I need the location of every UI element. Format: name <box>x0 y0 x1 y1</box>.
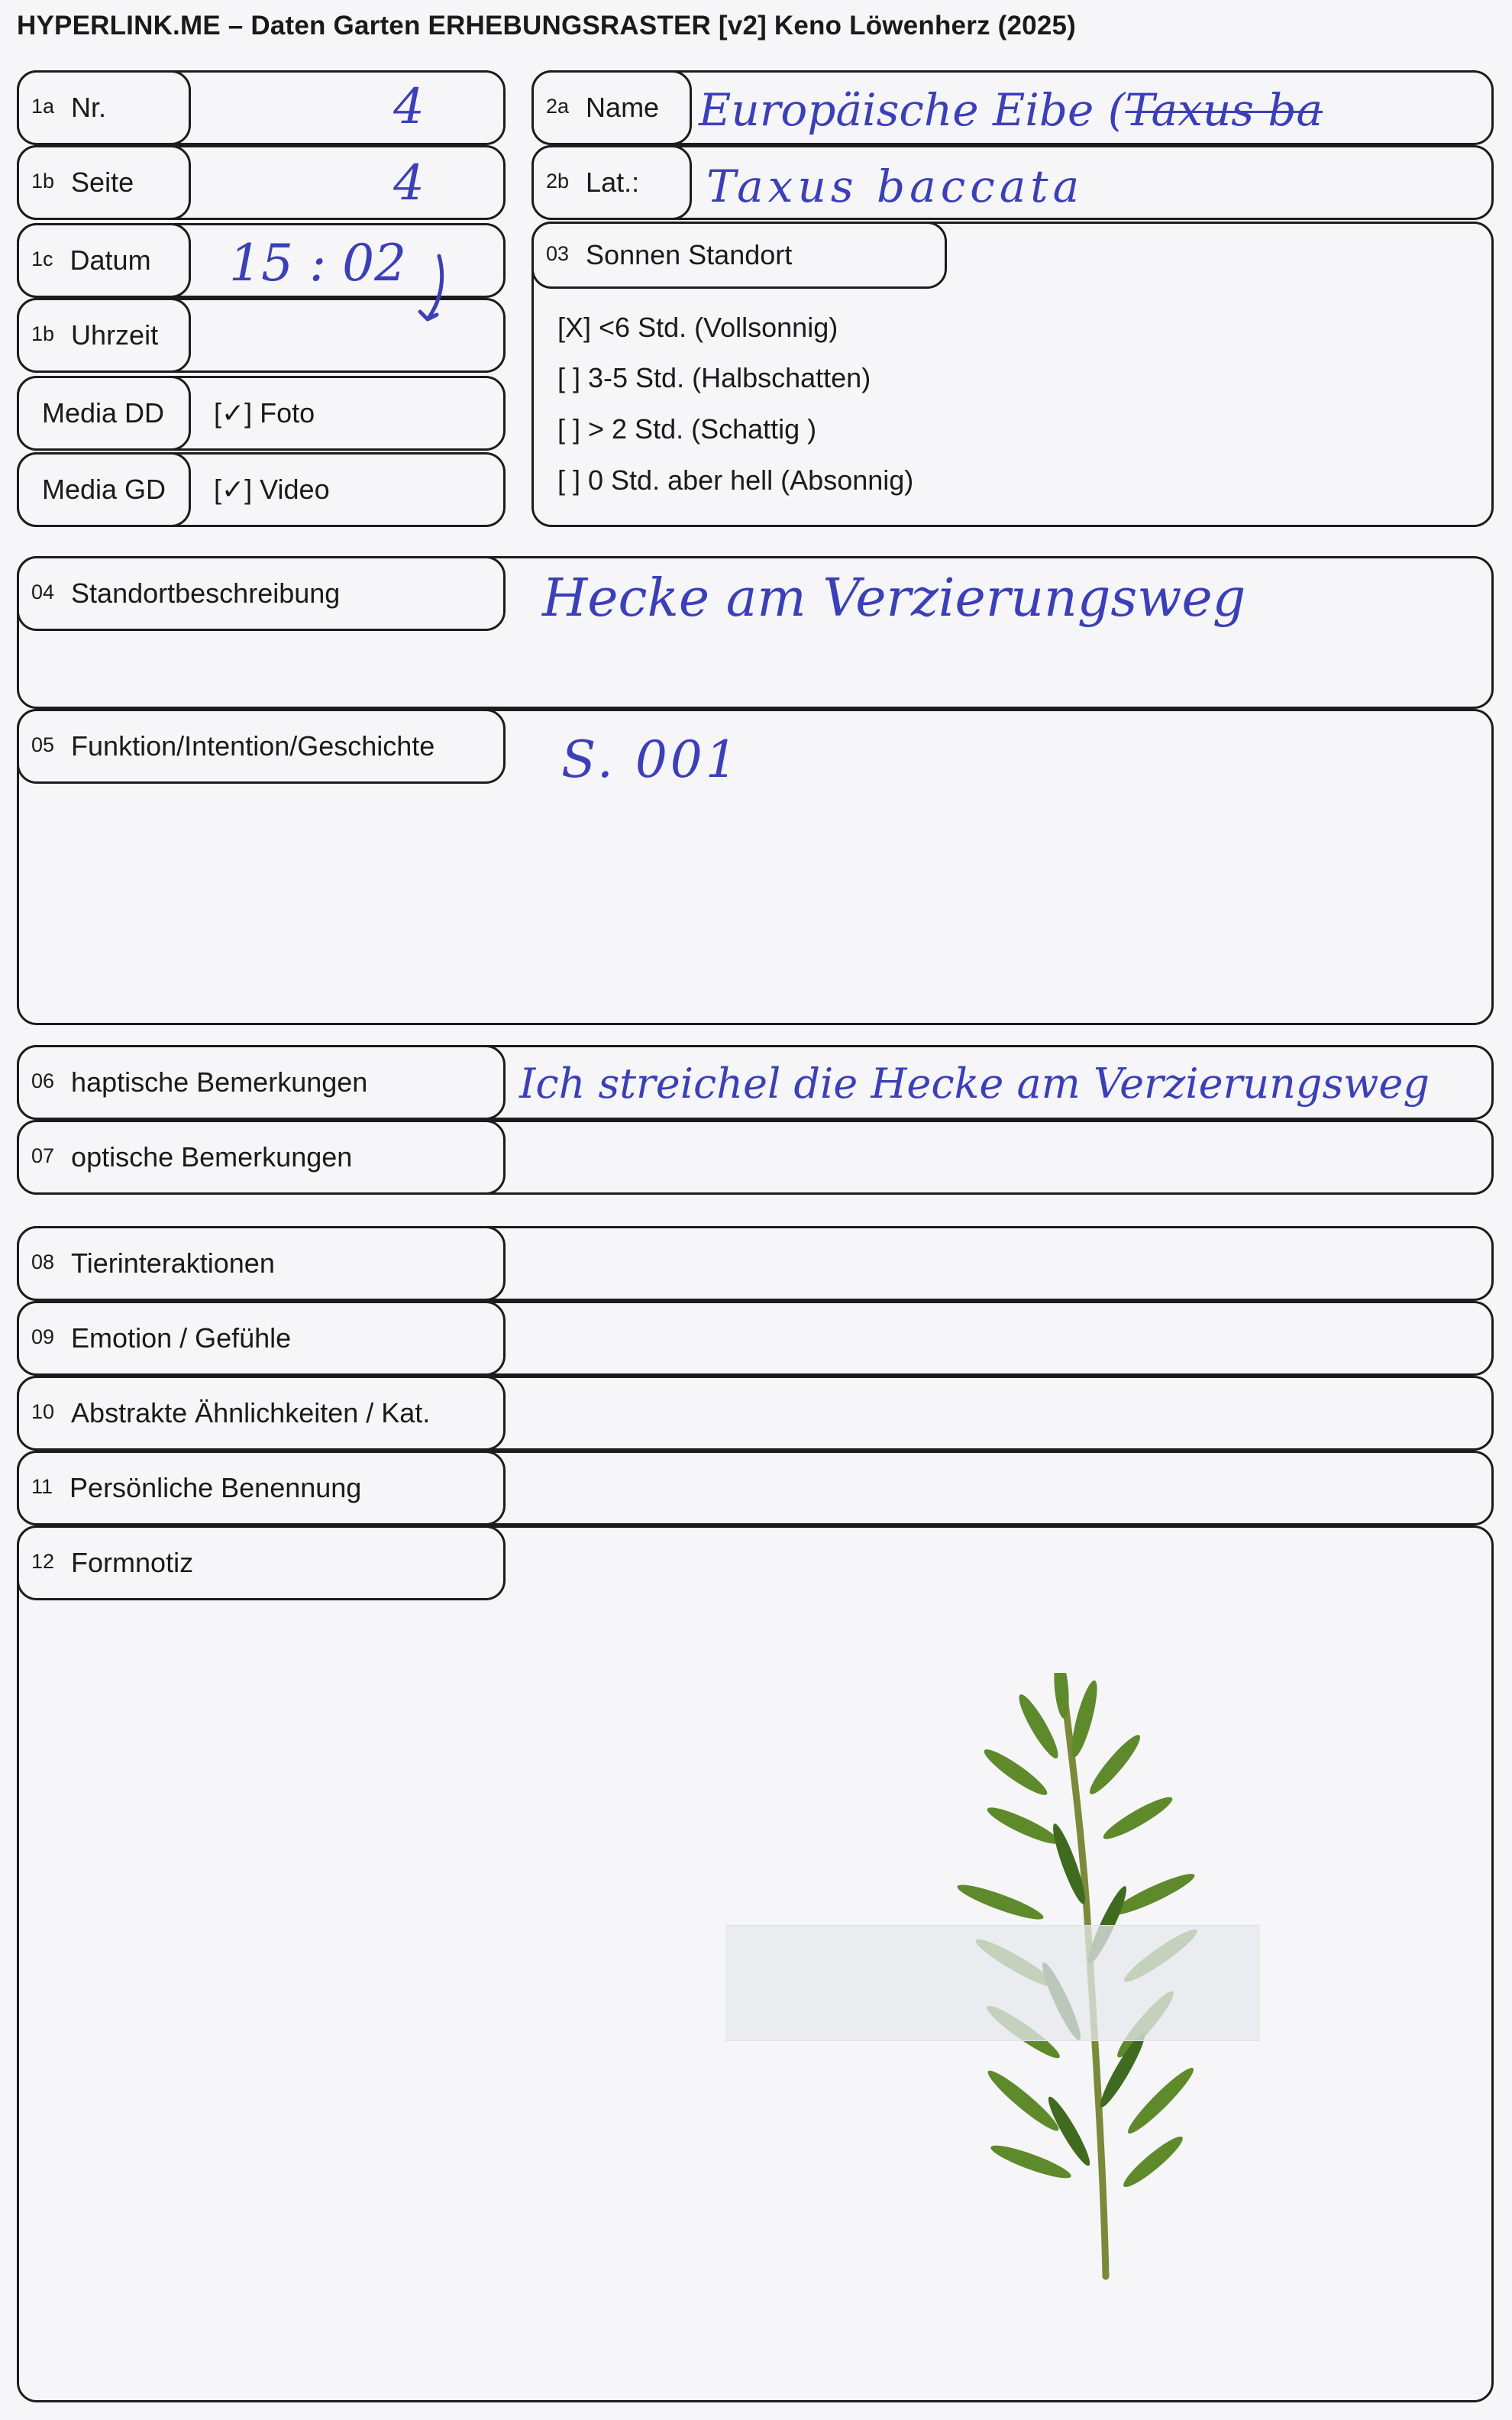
tier-label <box>17 1226 506 1301</box>
media-gd-label <box>17 452 191 527</box>
formnotiz-label-text: Formnotiz <box>71 1547 194 1578</box>
uhrzeit-label-text: Uhrzeit <box>71 319 159 351</box>
media-dd-label <box>17 376 191 451</box>
seite-value: 4 <box>393 155 425 212</box>
optisch-label-text: optische Bemerkungen <box>71 1141 353 1173</box>
abstrakt-label-text: Abstrakte Ähnlichkeiten / Kat. <box>71 1397 431 1428</box>
benennung-num: 11 <box>31 1474 53 1498</box>
abstrakt-num: 10 <box>31 1399 55 1423</box>
media-gd-label-text: Media GD <box>42 474 166 505</box>
nr-num: 1a <box>31 94 55 118</box>
datum-label <box>17 223 191 298</box>
funktion-value: S. 001 <box>561 730 741 789</box>
name-value-struck: Taxus ba <box>1125 84 1323 136</box>
tier-num: 08 <box>31 1250 55 1273</box>
name-value <box>699 84 1323 136</box>
tier-label-text: Tierinteraktionen <box>71 1247 275 1279</box>
uhrzeit-label <box>17 298 191 373</box>
media-dd-foto-checkbox[interactable]: [✓] Foto <box>214 397 315 429</box>
datum-value: 15 : 02 <box>229 234 407 293</box>
seite-label <box>17 145 191 220</box>
standort-num: 04 <box>31 580 55 603</box>
standort-label-text: Standortbeschreibung <box>71 578 341 609</box>
sonnen-option-vollsonnig[interactable]: [X] <6 Std. (Vollsonnig) <box>557 312 838 343</box>
benennung-label <box>17 1451 506 1525</box>
uhrzeit-num: 1b <box>31 322 55 345</box>
lat-value: Taxus baccata <box>706 160 1084 212</box>
nr-label-text: Nr. <box>71 92 107 123</box>
lat-label <box>531 145 692 220</box>
seite-num: 1b <box>31 169 55 192</box>
name-label-text: Name <box>586 92 660 123</box>
adhesive-tape <box>725 1925 1260 2041</box>
funktion-label <box>17 709 506 784</box>
nr-value: 4 <box>393 79 425 135</box>
sonnen-option-schattig[interactable]: [ ] > 2 Std. (Schattig ) <box>557 413 817 445</box>
funktion-label-text: Funktion/Intention/Geschichte <box>71 730 435 762</box>
formnotiz-label <box>17 1525 506 1600</box>
sonnen-option-absonnig[interactable]: [ ] 0 Std. aber hell (Absonnig) <box>557 464 914 496</box>
seite-label-text: Seite <box>71 167 134 198</box>
name-label <box>531 70 692 145</box>
emotion-label-text: Emotion / Gefühle <box>71 1322 292 1354</box>
standort-label <box>17 556 506 631</box>
name-num: 2a <box>546 94 570 118</box>
sonnen-label-text: Sonnen Standort <box>586 239 793 270</box>
datum-label-text: Datum <box>69 244 151 276</box>
sonnen-option-halbschatten[interactable]: [ ] 3-5 Std. (Halbschatten) <box>557 362 871 393</box>
benennung-label-text: Persönliche Benennung <box>69 1472 362 1503</box>
media-dd-label-text: Media DD <box>42 397 165 429</box>
formnotiz-num: 12 <box>31 1549 55 1573</box>
nr-label <box>17 70 191 145</box>
haptisch-label-text: haptische Bemerkungen <box>71 1066 368 1098</box>
page-title: HYPERLINK.ME – Daten Garten ERHEBUNGSRASTER [v2] Keno Löwenherz (2025) <box>17 11 1077 40</box>
haptisch-num: 06 <box>31 1069 55 1092</box>
media-gd-video-checkbox[interactable]: [✓] Video <box>214 474 330 505</box>
abstrakt-label <box>17 1376 506 1451</box>
emotion-label <box>17 1301 506 1376</box>
lat-label-text: Lat.: <box>586 167 640 198</box>
sonnen-label <box>531 222 947 289</box>
standort-value: Hecke am Verzierungsweg <box>542 568 1246 629</box>
haptisch-value: Ich streichel die Hecke am Verzierungsweg <box>519 1060 1430 1108</box>
haptisch-label <box>17 1045 506 1120</box>
funktion-num: 05 <box>31 733 55 756</box>
name-value-text: Europäische Eibe ( <box>699 84 1126 136</box>
lat-num: 2b <box>546 169 570 192</box>
optisch-label <box>17 1120 506 1195</box>
ditto-mark-icon <box>405 252 458 336</box>
emotion-num: 09 <box>31 1325 55 1348</box>
sonnen-num: 03 <box>546 241 570 265</box>
optisch-num: 07 <box>31 1144 55 1167</box>
datum-num: 1c <box>31 247 53 270</box>
